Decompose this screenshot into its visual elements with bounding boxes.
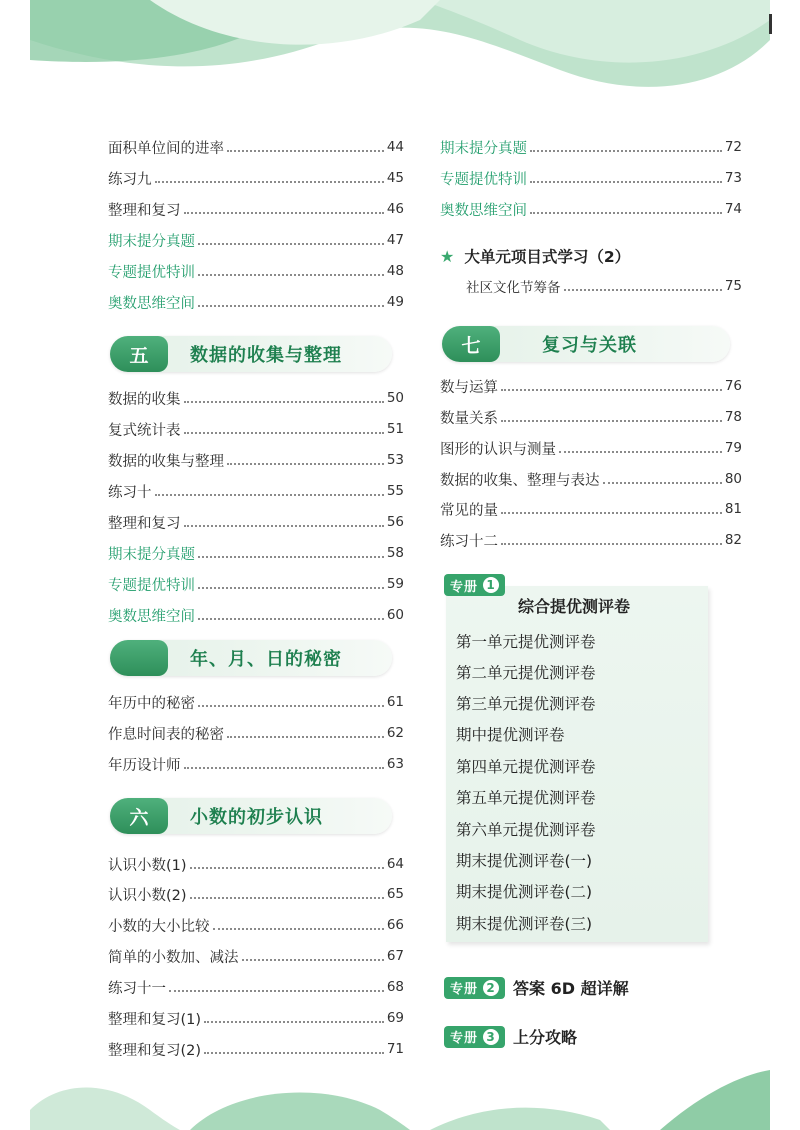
dot-leader (242, 958, 384, 961)
bottom-wave-decoration (0, 1050, 800, 1130)
booklet-item[interactable]: 期末提优测评卷(三) (456, 915, 593, 933)
dot-leader (198, 242, 384, 245)
toc-entry[interactable] (108, 603, 404, 627)
entry-page: 50 (386, 390, 404, 406)
entry-title: 整理和复习(2) (108, 1042, 202, 1059)
unit-number-badge (110, 640, 168, 676)
dot-leader (227, 149, 384, 152)
entry-page: 60 (386, 607, 404, 623)
booklet-3-entry[interactable] (444, 1025, 577, 1048)
dot-leader (603, 481, 722, 484)
dot-leader (530, 211, 722, 214)
entry-title: 专题提优特训 (108, 577, 195, 594)
entry-title: 年历设计师 (108, 757, 181, 774)
unit-number-badge: 七 (442, 326, 500, 362)
dot-leader (198, 304, 384, 307)
unit-7-banner[interactable] (442, 326, 730, 362)
entry-title: 小数的大小比较 (108, 918, 210, 935)
booklet-tag-label: 专册 (450, 1031, 479, 1046)
entry-page: 75 (724, 278, 742, 294)
dot-leader (184, 766, 384, 769)
entry-title: 练习十一 (108, 980, 166, 997)
dot-leader (227, 462, 384, 465)
entry-page: 53 (386, 452, 404, 468)
entry-title: 图形的认识与测量 (440, 441, 556, 458)
entry-page: 79 (724, 440, 742, 456)
booklet-label: 上分攻略 (513, 1028, 578, 1047)
unit-number-badge: 六 (110, 798, 168, 834)
entry-title: 整理和复习 (108, 515, 181, 532)
toc-entry[interactable] (440, 135, 742, 159)
entry-title: 期末提分真题 (108, 546, 195, 563)
dot-leader (501, 511, 722, 514)
entry-title: 奥数思维空间 (108, 295, 195, 312)
booklet-item[interactable]: 第一单元提优测评卷 (456, 633, 596, 651)
booklet-item[interactable]: 第三单元提优测评卷 (456, 695, 596, 713)
booklet-item[interactable]: 第四单元提优测评卷 (456, 758, 596, 776)
entry-title: 认识小数(2) (108, 887, 187, 904)
entry-title: 年历中的秘密 (108, 695, 195, 712)
dot-leader (564, 288, 722, 291)
booklet-item[interactable]: 第六单元提优测评卷 (456, 821, 596, 839)
entry-title: 常见的量 (440, 502, 498, 519)
entry-page: 76 (724, 378, 742, 394)
project-title: 大单元项目式学习（2） (464, 248, 631, 266)
entry-page: 47 (386, 232, 404, 248)
toc-entry[interactable] (440, 197, 742, 221)
booklet-label: 答案 6D 超详解 (513, 979, 629, 998)
booklet-item[interactable]: 期中提优测评卷 (456, 726, 565, 744)
entry-page: 46 (386, 201, 404, 217)
booklet-1-title: 综合提优测评卷 (517, 597, 630, 616)
toc-entry[interactable] (108, 228, 404, 252)
toc-entry[interactable] (440, 467, 742, 491)
entry-title: 简单的小数加、减法 (108, 949, 239, 966)
entry-page: 62 (386, 725, 404, 741)
entry-page: 63 (386, 756, 404, 772)
entry-page: 74 (724, 201, 742, 217)
entry-title: 数与运算 (440, 379, 498, 396)
entry-page: 73 (724, 170, 742, 186)
dot-leader (501, 388, 722, 391)
page-edge-mark (769, 14, 772, 34)
dot-leader (559, 450, 722, 453)
toc-entry[interactable] (108, 510, 404, 534)
toc-entry[interactable] (108, 259, 404, 283)
unit-6-banner[interactable] (110, 798, 392, 834)
entry-title: 社区文化节筹备 (466, 280, 561, 296)
dot-leader (204, 1020, 384, 1023)
entry-page: 49 (386, 294, 404, 310)
entry-page: 55 (386, 483, 404, 499)
booklet-tag-label: 专册 (450, 579, 479, 595)
dot-leader (190, 866, 384, 869)
entry-title: 奥数思维空间 (108, 608, 195, 625)
toc-entry[interactable] (108, 541, 404, 565)
toc-entry[interactable] (440, 405, 742, 429)
dot-leader (155, 180, 384, 183)
booklet-tag-number: 2 (483, 980, 499, 996)
entry-page: 48 (386, 263, 404, 279)
booklet-tag-label: 专册 (450, 982, 479, 997)
booklet-tag-number: 1 (483, 577, 499, 593)
dot-leader (198, 555, 384, 558)
toc-entry[interactable] (440, 436, 742, 460)
entry-page: 45 (386, 170, 404, 186)
dot-leader (198, 704, 384, 707)
dot-leader (184, 431, 384, 434)
toc-entry[interactable] (440, 497, 742, 521)
entry-page: 56 (386, 514, 404, 530)
booklet-item[interactable]: 第五单元提优测评卷 (456, 789, 596, 807)
toc-entry[interactable] (108, 721, 404, 745)
entry-title: 认识小数(1) (108, 857, 187, 874)
top-wave-decoration (0, 0, 800, 110)
entry-page: 61 (386, 694, 404, 710)
toc-entry[interactable] (440, 166, 742, 190)
toc-entry[interactable] (108, 417, 404, 441)
entry-title: 练习九 (108, 171, 152, 188)
toc-entry[interactable] (108, 690, 404, 714)
entry-page: 58 (386, 545, 404, 561)
entry-title: 数据的收集与整理 (108, 453, 224, 470)
dot-leader (184, 211, 384, 214)
toc-entry[interactable] (108, 913, 404, 937)
entry-page: 51 (386, 421, 404, 437)
toc-entry[interactable] (108, 1006, 404, 1030)
project-heading[interactable] (440, 244, 630, 268)
entry-title: 数据的收集 (108, 391, 181, 408)
dot-leader (530, 180, 722, 183)
entry-page: 81 (724, 501, 742, 517)
dot-leader (169, 989, 384, 992)
toc-entry[interactable] (440, 528, 742, 552)
entry-page: 67 (386, 948, 404, 964)
entry-page: 64 (386, 856, 404, 872)
entry-title: 练习十二 (440, 533, 498, 550)
toc-entry[interactable] (108, 852, 404, 876)
unit-title: 数据的收集与整理 (190, 345, 342, 366)
star-icon: ★ (440, 246, 455, 266)
dot-leader (198, 586, 384, 589)
unit-5-banner[interactable] (110, 336, 392, 372)
entry-page: 71 (386, 1041, 404, 1057)
entry-title: 期末提分真题 (440, 140, 527, 157)
dot-leader (501, 542, 722, 545)
toc-entry[interactable] (108, 166, 404, 190)
toc-entry[interactable] (108, 135, 404, 159)
booklet-item[interactable]: 期末提优测评卷(一) (456, 852, 593, 870)
toc-entry[interactable] (108, 479, 404, 503)
entry-title: 整理和复习(1) (108, 1011, 202, 1028)
dot-leader (227, 735, 384, 738)
dot-leader (501, 419, 722, 422)
entry-title: 专题提优特训 (108, 264, 195, 281)
toc-entry[interactable] (108, 944, 404, 968)
entry-page: 82 (724, 532, 742, 548)
toc-entry[interactable] (108, 975, 404, 999)
dot-leader (155, 493, 384, 496)
entry-title: 整理和复习 (108, 202, 181, 219)
toc-entry[interactable] (108, 386, 404, 410)
booklet-tag-number: 3 (483, 1029, 499, 1045)
entry-title: 期末提分真题 (108, 233, 195, 250)
entry-page: 69 (386, 1010, 404, 1026)
entry-title: 专题提优特训 (440, 171, 527, 188)
unit-title: 年、月、日的秘密 (190, 649, 342, 670)
entry-title: 奥数思维空间 (440, 202, 527, 219)
booklet-2-entry[interactable] (444, 976, 629, 999)
toc-entry[interactable] (108, 290, 404, 314)
entry-page: 68 (386, 979, 404, 995)
entry-title: 数量关系 (440, 410, 498, 427)
toc-entry[interactable] (440, 374, 742, 398)
entry-page: 65 (386, 886, 404, 902)
unit-title: 小数的初步认识 (190, 807, 323, 828)
entry-title: 数据的收集、整理与表达 (440, 472, 600, 489)
entry-page: 59 (386, 576, 404, 592)
unit-title: 复习与关联 (542, 335, 637, 356)
toc-entry[interactable] (108, 448, 404, 472)
entry-page: 72 (724, 139, 742, 155)
entry-title: 练习十 (108, 484, 152, 501)
entry-page: 44 (386, 139, 404, 155)
dot-leader (213, 927, 384, 930)
dot-leader (530, 149, 722, 152)
dot-leader (198, 617, 384, 620)
dot-leader (198, 273, 384, 276)
booklet-item[interactable]: 期末提优测评卷(二) (456, 883, 593, 901)
entry-page: 80 (724, 471, 742, 487)
toc-entry[interactable] (108, 197, 404, 221)
dot-leader (184, 400, 384, 403)
entry-title: 复式统计表 (108, 422, 181, 439)
unit-number-badge: 五 (110, 336, 168, 372)
entry-title: 作息时间表的秘密 (108, 726, 224, 743)
toc-entry[interactable] (108, 752, 404, 776)
entry-page: 66 (386, 917, 404, 933)
toc-entry[interactable] (108, 572, 404, 596)
entry-page: 78 (724, 409, 742, 425)
toc-entry[interactable] (108, 882, 404, 906)
toc-entry[interactable] (466, 274, 742, 298)
calendar-unit-banner[interactable] (110, 640, 392, 676)
entry-title: 面积单位间的进率 (108, 140, 224, 157)
dot-leader (184, 524, 384, 527)
booklet-1-tag (444, 574, 505, 596)
booklet-item[interactable]: 第二单元提优测评卷 (456, 664, 596, 682)
dot-leader (190, 896, 384, 899)
